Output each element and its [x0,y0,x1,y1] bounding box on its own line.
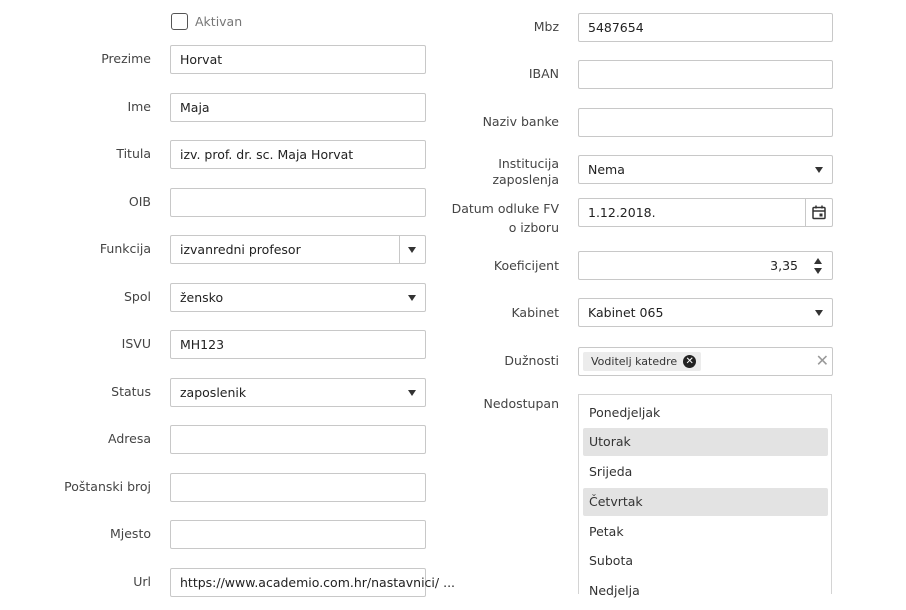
funkcija-combobox[interactable] [170,235,426,264]
naziv-banke-input[interactable] [578,108,833,137]
decrement-icon[interactable] [814,268,822,274]
url-label: Url [133,574,151,589]
nedostupan-listbox[interactable] [578,394,832,598]
koeficijent-input[interactable] [578,251,833,280]
status-label: Status [111,384,151,399]
increment-icon[interactable] [814,258,822,264]
titula-label: Titula [116,146,151,161]
url-input[interactable]: https://www.academio.com.hr/nastavnici/ ... [170,568,426,597]
nedostupan-label: Nedostupan [483,396,559,411]
spol-label: Spol [124,289,151,304]
funkcija-separator [399,236,400,263]
ime-label: Ime [127,99,151,114]
postanski-broj-label: Poštanski broj [64,479,151,494]
chevron-down-icon [408,390,416,396]
adresa-input[interactable] [170,425,426,454]
list-option[interactable]: Nedjelja [589,583,640,598]
duznosti-label: Dužnosti [504,353,559,368]
status-value: zaposlenik [180,385,247,400]
kabinet-select[interactable] [578,298,833,327]
oib-input[interactable] [170,188,426,217]
postanski-broj-input[interactable] [170,473,426,502]
oib-label: OIB [128,194,151,209]
datum-odluke-value: 1.12.2018. [588,205,656,220]
adresa-label: Adresa [108,431,151,446]
datum-odluke-input[interactable] [578,198,833,227]
mbz-label: Mbz [533,19,559,34]
chevron-down-icon [408,295,416,301]
naziv-banke-label: Naziv banke [482,114,559,129]
mjesto-label: Mjesto [109,526,151,541]
calendar-icon [812,205,826,220]
institucija-label: Institucija zaposlenja [492,156,559,187]
aktivan-label: Aktivan [195,14,243,29]
funkcija-value: izvanredni profesor [180,242,301,257]
remove-tag-icon[interactable]: ✕ [683,355,696,368]
spol-value: žensko [180,290,224,305]
list-option[interactable]: Subota [589,553,634,568]
chevron-down-icon [815,310,823,316]
list-option[interactable]: Utorak [583,428,828,456]
isvu-input[interactable]: MH123 [170,330,426,359]
chevron-down-icon [815,167,823,173]
titula-input[interactable]: izv. prof. dr. sc. Maja Horvat [170,140,426,169]
koeficijent-value: 3,35 [770,258,798,273]
koeficijent-label: Koeficijent [493,258,559,273]
kabinet-value: Kabinet 065 [588,305,664,320]
spol-select[interactable] [170,283,426,312]
list-option[interactable]: Četvrtak [583,488,828,516]
duznosti-multiselect[interactable] [578,347,833,376]
ime-input[interactable]: Maja [170,93,426,122]
clear-icon[interactable]: ✕ [815,351,829,370]
list-option[interactable]: Ponedjeljak [589,405,661,420]
calendar-button[interactable] [805,199,832,226]
kabinet-label: Kabinet [511,305,559,320]
datum-odluke-label: Datum odluke FV o izboru [451,201,559,235]
mjesto-input[interactable] [170,520,426,549]
duznosti-tag [583,352,701,371]
list-option[interactable]: Srijeda [589,464,633,479]
funkcija-label: Funkcija [99,241,151,256]
aktivan-checkbox[interactable] [171,13,188,30]
list-option[interactable]: Petak [589,524,624,539]
institucija-select[interactable] [578,155,833,184]
prezime-label: Prezime [101,51,151,66]
chevron-down-icon[interactable] [408,247,416,253]
isvu-label: ISVU [121,336,151,351]
institucija-value: Nema [588,162,625,177]
duznosti-tag-label: Voditelj katedre [591,355,678,368]
iban-label: IBAN [528,66,559,81]
mbz-input[interactable]: 5487654 [578,13,833,42]
prezime-input[interactable]: Horvat [170,45,426,74]
iban-input[interactable] [578,60,833,89]
status-select[interactable] [170,378,426,407]
